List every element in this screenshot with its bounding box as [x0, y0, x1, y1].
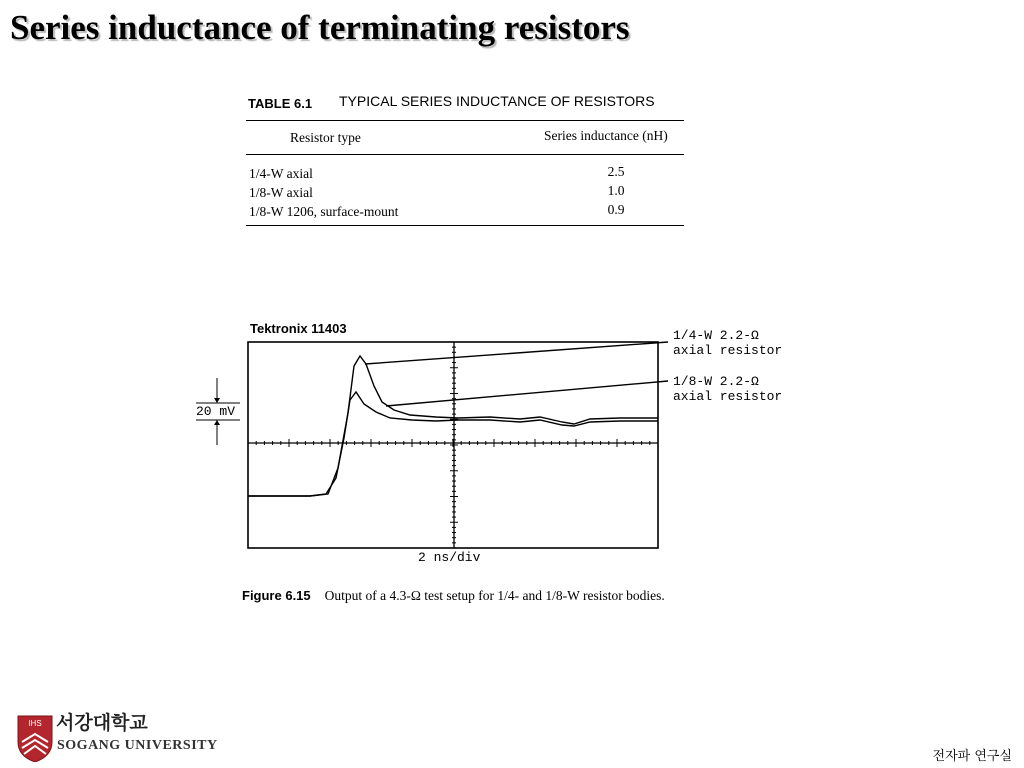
table-row-inductance: 0.9 — [607, 202, 625, 217]
table-header-rule — [246, 154, 684, 155]
table-top-rule — [246, 120, 684, 121]
logo-shield-text: IHS — [28, 719, 42, 728]
vertical-scale-label: 20 mV — [196, 404, 236, 419]
oscilloscope-screen — [190, 318, 810, 618]
scope-title: Tektronix 11403 — [250, 321, 347, 336]
table-row-type: 1/8-W axial — [249, 185, 313, 200]
figure-caption-label: Figure 6.15 — [242, 588, 311, 603]
annotation-quarter-watt-line2: axial resistor — [673, 343, 783, 358]
table-number: TABLE 6.1 — [248, 96, 313, 111]
table-header-inductance: Series inductance (nH) — [544, 128, 668, 143]
figure-caption-text: Output of a 4.3-Ω test setup for 1/4- and 1/8-W resistor bodies. — [324, 588, 665, 603]
table-caption: TYPICAL SERIES INDUCTANCE OF RESISTORS — [339, 93, 655, 109]
trace-quarter-watt — [248, 356, 658, 496]
table-header-type: Resistor type — [290, 130, 361, 145]
university-name-korean: 서강대학교 — [56, 712, 148, 734]
scope-tick-marks — [256, 347, 650, 543]
scale-arrow-down — [214, 398, 220, 403]
inductance-table — [246, 90, 686, 232]
oscilloscope-figure — [190, 318, 810, 618]
slide-title: Series inductance of terminating resistors — [10, 8, 630, 47]
leader-line-eighth-watt — [386, 381, 668, 406]
leader-line-quarter-watt — [365, 342, 668, 364]
university-name-english: SOGANG UNIVERSITY — [57, 738, 218, 753]
table-bottom-rule — [246, 225, 684, 226]
table-row-type: 1/8-W 1206, surface-mount — [249, 204, 399, 219]
scale-arrow-up — [214, 420, 220, 425]
lab-name: 전자파 연구실 — [932, 749, 1012, 764]
table-row-type: 1/4-W axial — [249, 166, 313, 181]
annotation-quarter-watt-line1: 1/4-W 2.2-Ω — [673, 328, 759, 343]
table-row-inductance: 2.5 — [607, 164, 625, 179]
horizontal-scale-label: 2 ns/div — [418, 550, 481, 565]
annotation-eighth-watt-line2: axial resistor — [673, 389, 783, 404]
table-row-inductance: 1.0 — [607, 183, 625, 198]
figure-caption — [242, 588, 665, 604]
annotation-eighth-watt-line1: 1/8-W 2.2-Ω — [673, 374, 759, 389]
